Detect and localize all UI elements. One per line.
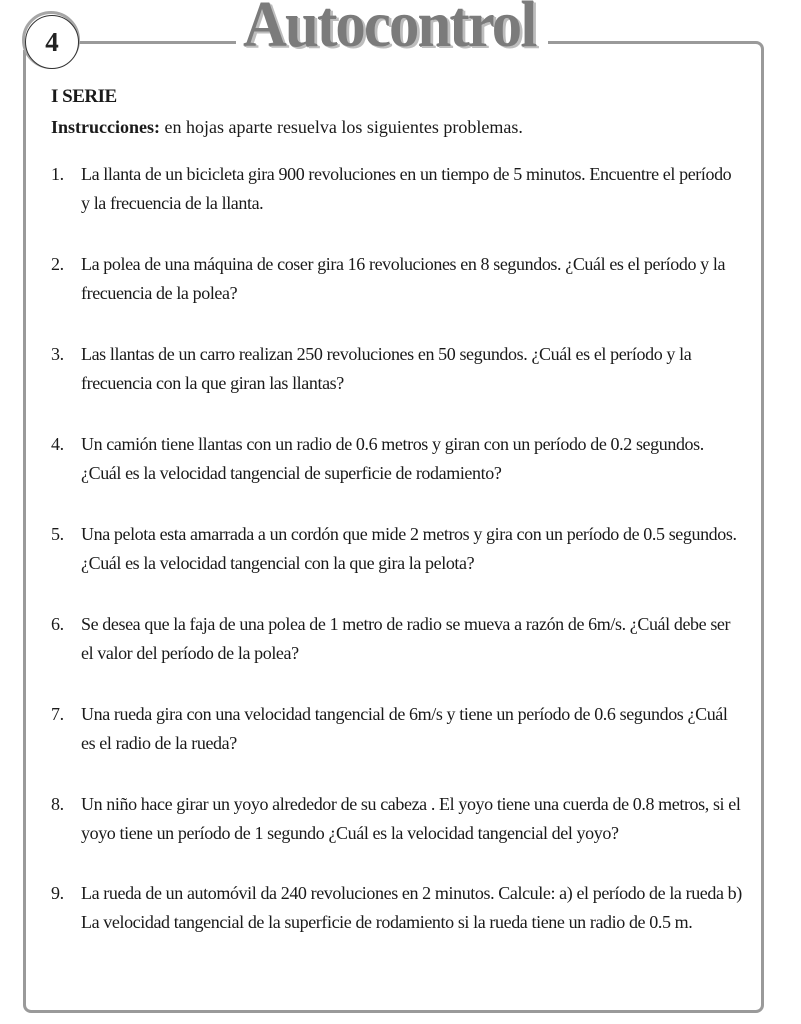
instructions [51, 117, 523, 138]
problem-number: 7. [51, 704, 64, 724]
problem-text: La llanta de un bicicleta gira 900 revoluciones en un tiempo de 5 minutos. Encuentre el período y la frecuencia de la llanta. [81, 164, 732, 213]
problem-number: 6. [51, 614, 64, 634]
problem-item [51, 520, 743, 577]
problem-list [51, 160, 743, 969]
unit-number: 4 [45, 26, 59, 57]
problem-item [51, 160, 743, 217]
problem-number: 4. [51, 434, 64, 454]
problem-item [51, 790, 743, 847]
section-title: I SERIE [51, 86, 117, 107]
problem-text: La polea de una máquina de coser gira 16 revoluciones en 8 segundos. ¿Cuál es el período y la frecuencia de la polea? [81, 254, 726, 303]
problem-item [51, 879, 743, 936]
problem-text: Se desea que la faja de una polea de 1 metro de radio se mueva a razón de 6m/s. ¿Cuál debe ser el valor del período de la polea? [81, 614, 731, 663]
problem-item [51, 340, 743, 397]
instructions-label: Instrucciones: [51, 117, 160, 137]
problem-item [51, 430, 743, 487]
problem-number: 9. [51, 883, 64, 903]
problem-item [51, 250, 743, 307]
problem-number: 3. [51, 344, 64, 364]
problem-text: La rueda de un automóvil da 240 revoluciones en 2 minutos. Calcule: a) el período de la rueda b) La velocidad tangencial de la superficie de rodamiento si la rueda tiene un radio de 0.5 m. [81, 883, 742, 932]
problem-item [51, 610, 743, 667]
problem-number: 2. [51, 254, 64, 274]
problem-text: Una pelota esta amarrada a un cordón que mide 2 metros y gira con un período de 0.5 segundos. ¿Cuál es la velocidad tangencial con la que gira la pelota? [81, 524, 737, 573]
problem-number: 1. [51, 164, 64, 184]
page-title: Autocontrol [243, 0, 536, 61]
problem-item [51, 700, 743, 757]
problem-text: Las llantas de un carro realizan 250 revoluciones en 50 segundos. ¿Cuál es el período y la frecuencia con la que giran las llantas? [81, 344, 692, 393]
problem-text: Un niño hace girar un yoyo alrededor de su cabeza . El yoyo tiene una cuerda de 0.8 metros, si el yoyo tiene un período de 1 segundo ¿Cuál es la velocidad tangencial del yoyo? [81, 794, 741, 843]
instructions-text: en hojas aparte resuelva los siguientes problemas. [160, 117, 523, 137]
problem-number: 8. [51, 794, 64, 814]
problem-text: Un camión tiene llantas con un radio de 0.6 metros y giran con un período de 0.2 segundos. ¿Cuál es la velocidad tangencial de superficie de rodamiento? [81, 434, 704, 483]
unit-number-badge [25, 15, 79, 69]
problem-number: 5. [51, 524, 64, 544]
problem-text: Una rueda gira con una velocidad tangencial de 6m/s y tiene un período de 0.6 segundos ¿Cuál es el radio de la rueda? [81, 704, 728, 753]
